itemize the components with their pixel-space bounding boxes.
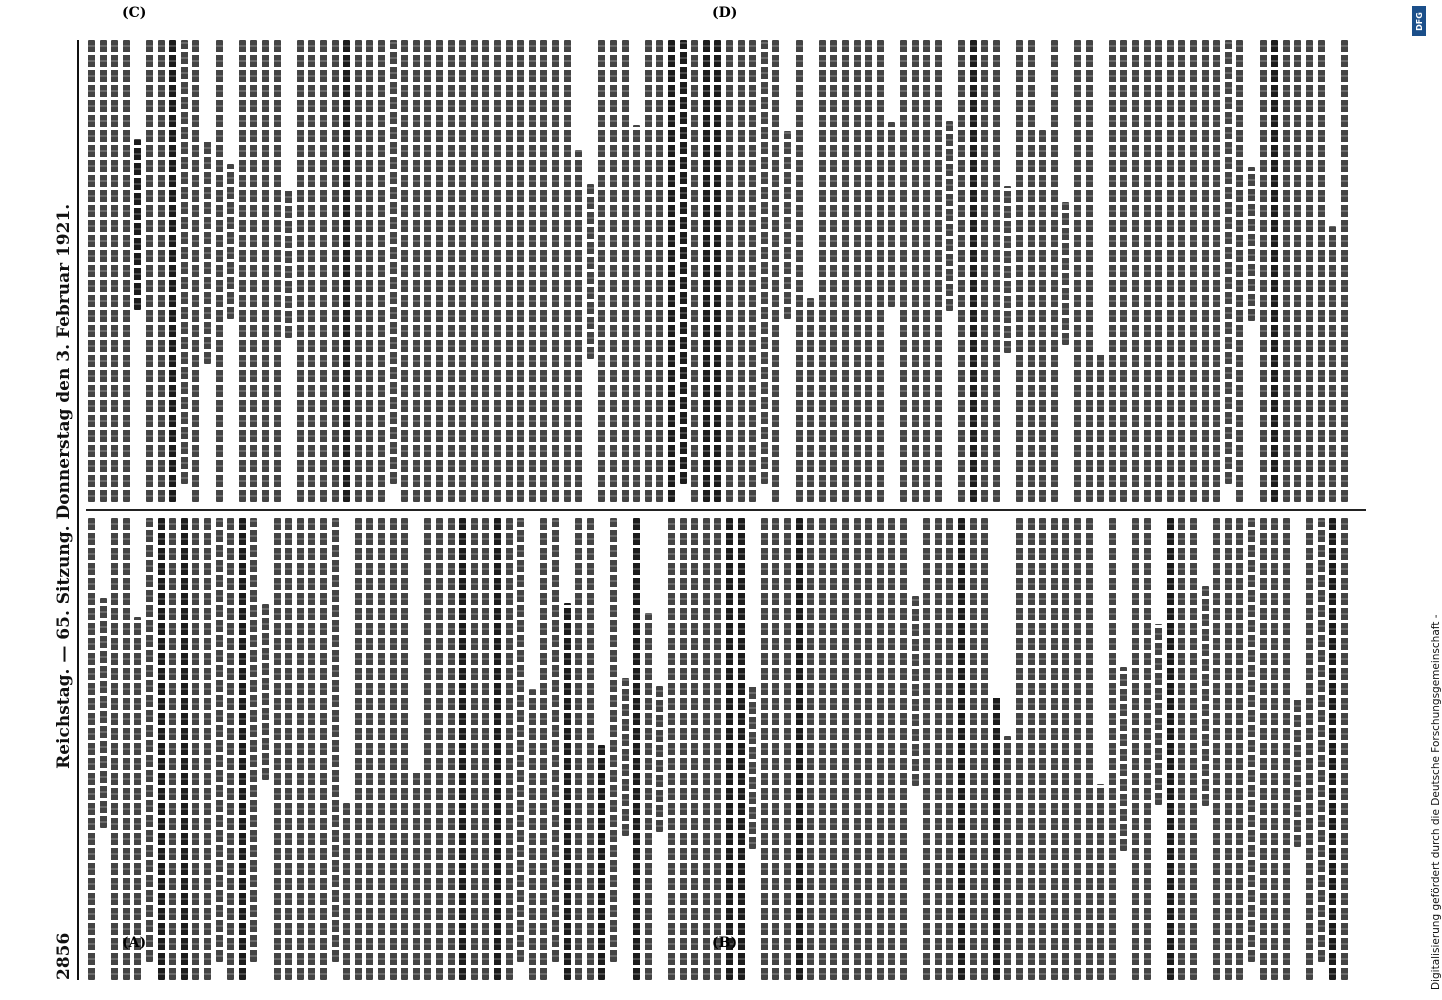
- text-line: [123, 518, 130, 980]
- text-line: [1341, 518, 1348, 980]
- text-line: [355, 40, 362, 502]
- text-line: [436, 40, 443, 502]
- text-line: [1132, 518, 1139, 980]
- text-line: [819, 518, 826, 980]
- margin-label-a: (A): [122, 935, 147, 951]
- text-line: [1248, 167, 1255, 321]
- text-line: [1028, 40, 1035, 502]
- text-line: [738, 518, 745, 980]
- text-line: [239, 518, 246, 980]
- text-line: [564, 603, 571, 980]
- text-line: [912, 40, 919, 502]
- text-line: [390, 40, 397, 484]
- text-line: [424, 40, 431, 502]
- text-line: [610, 518, 617, 962]
- text-line: [749, 684, 756, 849]
- text-line: [680, 40, 687, 484]
- text-line: [1086, 518, 1093, 980]
- text-line: [587, 518, 594, 980]
- text-line: [1178, 40, 1185, 502]
- text-line: [517, 518, 524, 962]
- text-line: [262, 604, 269, 780]
- text-line: [1306, 40, 1313, 502]
- text-line: [1132, 40, 1139, 502]
- text-line: [738, 40, 745, 502]
- text-line: [726, 518, 733, 980]
- text-line: [784, 518, 791, 980]
- text-line: [262, 40, 269, 502]
- text-line: [842, 40, 849, 502]
- text-line: [633, 125, 640, 502]
- text-line: [482, 40, 489, 502]
- text-line: [540, 40, 547, 502]
- text-line: [494, 40, 501, 502]
- text-line: [877, 518, 884, 980]
- text-line: [552, 518, 559, 962]
- text-line: [100, 598, 107, 829]
- text-line: [575, 150, 582, 502]
- text-line: [1225, 40, 1232, 484]
- left-column: [86, 518, 1366, 980]
- text-line: [366, 40, 373, 502]
- text-line: [459, 40, 466, 502]
- text-line: [1039, 130, 1046, 502]
- text-line: [946, 518, 953, 980]
- text-line: [111, 518, 118, 980]
- text-line: [819, 40, 826, 502]
- text-line: [146, 518, 153, 962]
- text-line: [517, 40, 524, 502]
- dfg-watermark: [1408, 10, 1442, 990]
- text-line: [1120, 667, 1127, 850]
- text-line: [830, 518, 837, 980]
- text-line: [703, 40, 710, 502]
- text-line: [1190, 40, 1197, 502]
- text-line: [888, 518, 895, 980]
- text-line: [807, 298, 814, 502]
- text-line: [181, 40, 188, 484]
- text-line: [1016, 40, 1023, 502]
- text-line: [1306, 518, 1313, 980]
- text-line: [923, 40, 930, 502]
- text-line: [796, 518, 803, 980]
- page-header-title: Reichstag. — 65. Sitzung. Donnerstag den 3. Februar 1921.: [54, 203, 74, 769]
- text-line: [424, 518, 431, 980]
- text-line: [981, 40, 988, 502]
- text-line: [1144, 518, 1151, 980]
- text-line: [598, 40, 605, 502]
- text-line: [691, 518, 698, 980]
- text-line: [1109, 40, 1116, 502]
- text-line: [1329, 518, 1336, 980]
- text-line: [285, 518, 292, 980]
- text-line: [1155, 40, 1162, 502]
- text-line: [1167, 518, 1174, 980]
- text-line: [749, 40, 756, 502]
- text-line: [645, 613, 652, 980]
- text-line: [413, 40, 420, 502]
- text-line: [830, 40, 837, 502]
- text-line: [1283, 518, 1290, 980]
- text-line: [111, 40, 118, 502]
- text-line: [900, 518, 907, 980]
- text-line: [1341, 40, 1348, 502]
- text-line: [1144, 40, 1151, 502]
- text-line: [436, 518, 443, 980]
- text-line: [1086, 40, 1093, 502]
- text-line: [993, 40, 1000, 502]
- text-line: [807, 518, 814, 980]
- text-line: [285, 190, 292, 338]
- text-line: [216, 518, 223, 962]
- text-line: [1109, 518, 1116, 980]
- text-line: [88, 40, 95, 502]
- text-line: [274, 518, 281, 980]
- text-line: [1283, 40, 1290, 502]
- text-line: [1236, 40, 1243, 502]
- margin-label-c: (C): [122, 5, 147, 21]
- text-line: [239, 40, 246, 502]
- text-line: [656, 40, 663, 502]
- text-line: [540, 518, 547, 980]
- text-line: [227, 518, 234, 980]
- text-line: [900, 40, 907, 502]
- text-line: [308, 518, 315, 980]
- text-line: [1004, 186, 1011, 353]
- text-line: [1329, 226, 1336, 502]
- text-line: [958, 518, 965, 980]
- text-line: [1260, 518, 1267, 980]
- text-line: [401, 518, 408, 980]
- text-line: [1051, 518, 1058, 980]
- text-line: [378, 518, 385, 980]
- text-line: [633, 518, 640, 980]
- text-line: [1271, 40, 1278, 502]
- text-line: [204, 140, 211, 364]
- text-line: [366, 518, 373, 980]
- text-line: [772, 518, 779, 980]
- text-line: [714, 40, 721, 502]
- text-line: [668, 40, 675, 502]
- text-line: [169, 40, 176, 502]
- text-line: [158, 518, 165, 980]
- text-line: [413, 771, 420, 980]
- text-line: [297, 518, 304, 980]
- text-line: [726, 40, 733, 502]
- text-line: [146, 40, 153, 502]
- text-line: [888, 122, 895, 307]
- dfg-logo: DFG: [1412, 6, 1426, 36]
- text-line: [656, 686, 663, 832]
- text-line: [1248, 518, 1255, 962]
- text-line: [471, 518, 478, 980]
- text-line: [1213, 518, 1220, 980]
- text-line: [332, 518, 339, 962]
- watermark-text: Digitalisierung gefördert durch die Deutsche Forschungsgemeinschaft -: [1430, 614, 1442, 990]
- text-line: [1051, 40, 1058, 502]
- margin-label-d: (D): [712, 5, 738, 21]
- text-line: [587, 184, 594, 359]
- text-line: [250, 518, 257, 962]
- text-line: [1318, 518, 1325, 962]
- text-line: [1271, 518, 1278, 980]
- text-line: [552, 40, 559, 502]
- text-line: [134, 139, 141, 310]
- text-line: [645, 40, 652, 502]
- text-line: [448, 518, 455, 980]
- text-line: [1260, 40, 1267, 502]
- right-column: [86, 40, 1366, 502]
- text-line: [622, 40, 629, 502]
- text-line: [703, 518, 710, 980]
- text-line: [935, 40, 942, 502]
- text-line: [378, 40, 385, 502]
- text-line: [877, 40, 884, 502]
- text-line: [714, 518, 721, 980]
- text-line: [796, 40, 803, 502]
- text-line: [1202, 40, 1209, 502]
- text-line: [320, 40, 327, 502]
- text-line: [912, 596, 919, 786]
- text-line: [204, 518, 211, 980]
- text-line: [1074, 40, 1081, 502]
- running-head: [40, 40, 79, 980]
- text-line: [761, 40, 768, 484]
- text-line: [158, 40, 165, 502]
- text-line: [169, 518, 176, 980]
- text-line: [192, 518, 199, 980]
- text-line: [1062, 202, 1069, 345]
- text-line: [1294, 40, 1301, 502]
- text-line: [1236, 518, 1243, 980]
- text-line: [506, 518, 513, 980]
- margin-label-b: (B): [712, 935, 738, 951]
- text-line: [761, 518, 768, 980]
- text-line: [227, 164, 234, 319]
- text-line: [320, 518, 327, 980]
- text-line: [854, 518, 861, 980]
- text-line: [250, 40, 257, 502]
- text-line: [993, 697, 1000, 980]
- text-line: [1097, 784, 1104, 980]
- text-line: [134, 617, 141, 980]
- text-line: [923, 518, 930, 980]
- text-line: [784, 131, 791, 320]
- text-line: [680, 518, 687, 980]
- text-line: [1155, 624, 1162, 805]
- text-line: [343, 40, 350, 502]
- text-line: [297, 40, 304, 502]
- text-line: [1190, 518, 1197, 980]
- text-line: [529, 40, 536, 502]
- text-line: [622, 678, 629, 836]
- text-line: [529, 689, 536, 980]
- text-line: [448, 40, 455, 502]
- text-line: [1120, 40, 1127, 502]
- text-line: [1028, 518, 1035, 980]
- text-line: [865, 40, 872, 502]
- text-line: [88, 518, 95, 980]
- scanned-page: [40, 40, 1380, 980]
- text-line: [1062, 518, 1069, 980]
- text-line: [1213, 40, 1220, 502]
- text-line: [494, 518, 501, 980]
- text-line: [343, 803, 350, 980]
- text-line: [1074, 518, 1081, 980]
- text-line: [1039, 518, 1046, 980]
- text-line: [1004, 736, 1011, 980]
- text-line: [1225, 518, 1232, 980]
- text-line: [1294, 699, 1301, 847]
- text-line: [946, 121, 953, 310]
- text-line: [564, 40, 571, 502]
- text-line: [192, 40, 199, 502]
- text-line: [459, 518, 466, 980]
- text-line: [216, 40, 223, 502]
- text-line: [958, 40, 965, 502]
- text-line: [865, 518, 872, 980]
- text-line: [970, 40, 977, 502]
- text-line: [100, 40, 107, 502]
- text-line: [308, 40, 315, 502]
- text-line: [772, 40, 779, 502]
- text-line: [981, 518, 988, 980]
- text-line: [401, 40, 408, 502]
- text-line: [691, 40, 698, 502]
- text-line: [181, 518, 188, 980]
- text-line: [390, 518, 397, 980]
- text-line: [1178, 518, 1185, 980]
- text-line: [970, 518, 977, 980]
- column-rule: [86, 509, 1366, 511]
- text-line: [506, 40, 513, 502]
- text-line: [1318, 40, 1325, 502]
- text-columns: [86, 40, 1366, 980]
- text-line: [1167, 40, 1174, 502]
- text-line: [123, 40, 130, 502]
- text-line: [1202, 586, 1209, 806]
- text-line: [610, 40, 617, 502]
- text-line: [355, 518, 362, 980]
- text-line: [598, 745, 605, 980]
- page-number: 2856: [54, 932, 74, 980]
- text-line: [1016, 518, 1023, 980]
- text-line: [274, 40, 281, 502]
- text-line: [332, 40, 339, 502]
- text-line: [575, 518, 582, 980]
- text-line: [668, 518, 675, 980]
- text-line: [854, 40, 861, 502]
- text-line: [482, 518, 489, 980]
- text-line: [471, 40, 478, 502]
- text-line: [842, 518, 849, 980]
- text-line: [1097, 354, 1104, 502]
- text-line: [935, 518, 942, 980]
